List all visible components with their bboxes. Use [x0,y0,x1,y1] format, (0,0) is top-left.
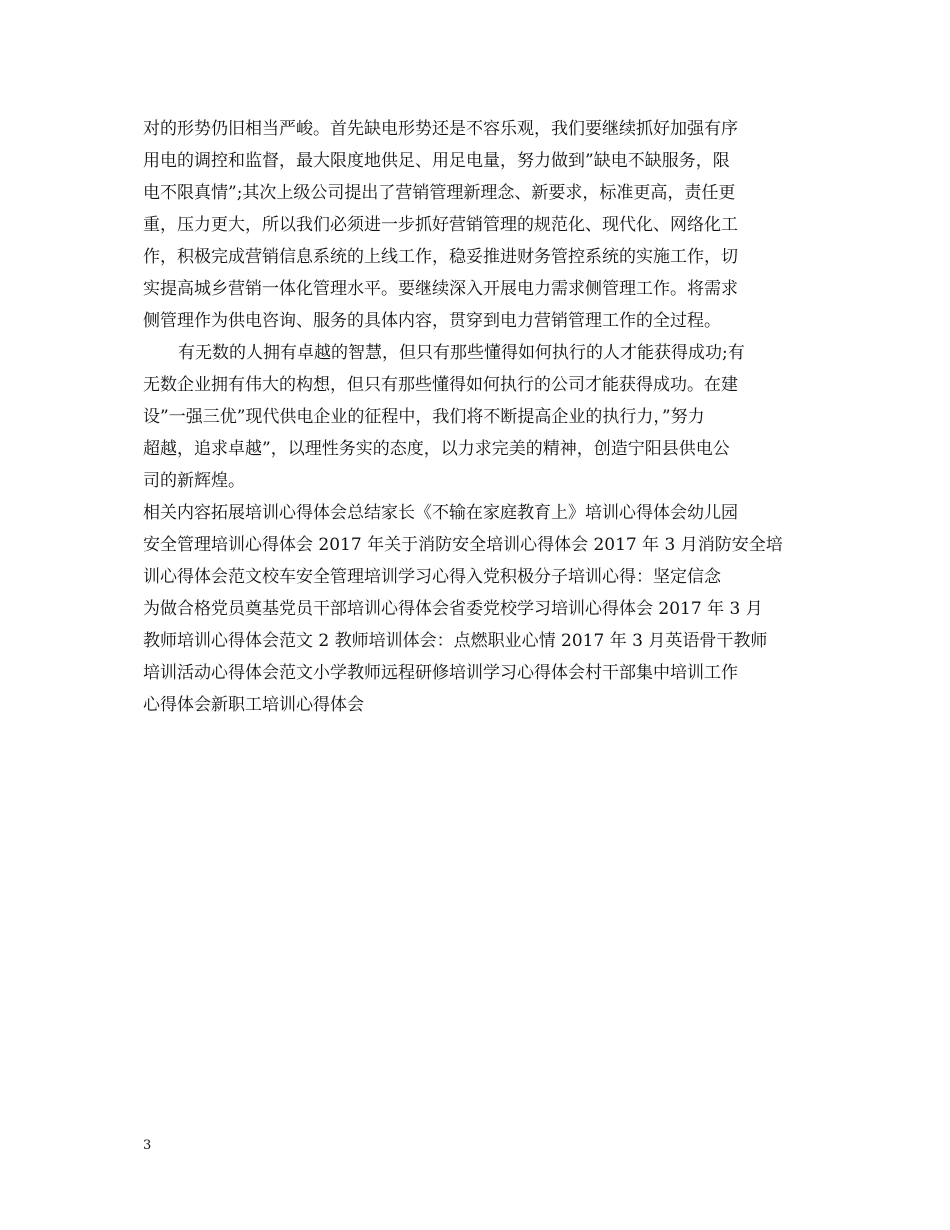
text-line: 用电的调控和监督，最大限度地供足、用足电量，努力做到”缺电不缺服务，限 [143,151,730,171]
text-line: 培训活动心得体会范文小学教师远程研修培训学习心得体会村干部集中培训工作 [143,663,738,683]
page-number: 3 [143,1138,152,1153]
text-line: 实提高城乡营销一体化管理水平。要继续深入开展电力需求侧管理工作。将需求 [143,279,738,299]
text-line: 心得体会新职工培训心得体会 [143,695,364,715]
text-line: 安全管理培训心得体会 2017 年关于消防安全培训心得体会 2017 年 3 月消防安全培 [143,535,783,555]
text-line: 侧管理作为供电咨询、服务的具体内容，贯穿到电力营销管理工作的全过程。 [143,311,721,331]
text-line: 相关内容拓展培训心得体会总结家长《不输在家庭教育上》培训心得体会幼儿园 [143,503,738,523]
text-line: 训心得体会范文校车安全管理培训学习心得入党积极分子培训心得：坚定信念 [143,567,721,587]
text-line: 教师培训心得体会范文 2 教师培训体会：点燃职业心情 2017 年 3 月英语骨干教师 [143,631,768,651]
text-line: 有无数的人拥有卓越的智慧，但只有那些懂得如何执行的人才能获得成功;有 [178,343,745,363]
text-line: 作，积极完成营销信息系统的上线工作，稳妥推进财务管控系统的实施工作，切 [143,247,738,267]
text-line: 为做合格党员奠基党员干部培训心得体会省委党校学习培训心得体会 2017 年 3 月 [143,599,763,619]
text-line: 司的新辉煌。 [143,471,245,491]
text-line: 无数企业拥有伟大的构想，但只有那些懂得如何执行的公司才能获得成功。在建 [143,375,738,395]
text-line: 对的形势仍旧相当严峻。首先缺电形势还是不容乐观，我们要继续抓好加强有序 [143,119,738,139]
text-line: 重，压力更大，所以我们必须进一步抓好营销管理的规范化、现代化、网络化工 [143,215,738,235]
text-line: 设”一强三优”现代供电企业的征程中，我们将不断提高企业的执行力，”努力 [143,407,705,427]
text-line: 电不限真情”;其次上级公司提出了营销管理新理念、新要求，标准更高，责任更 [143,183,736,203]
text-line: 超越，追求卓越”，以理性务实的态度，以力求完美的精神，创造宁阳县供电公 [143,439,730,459]
